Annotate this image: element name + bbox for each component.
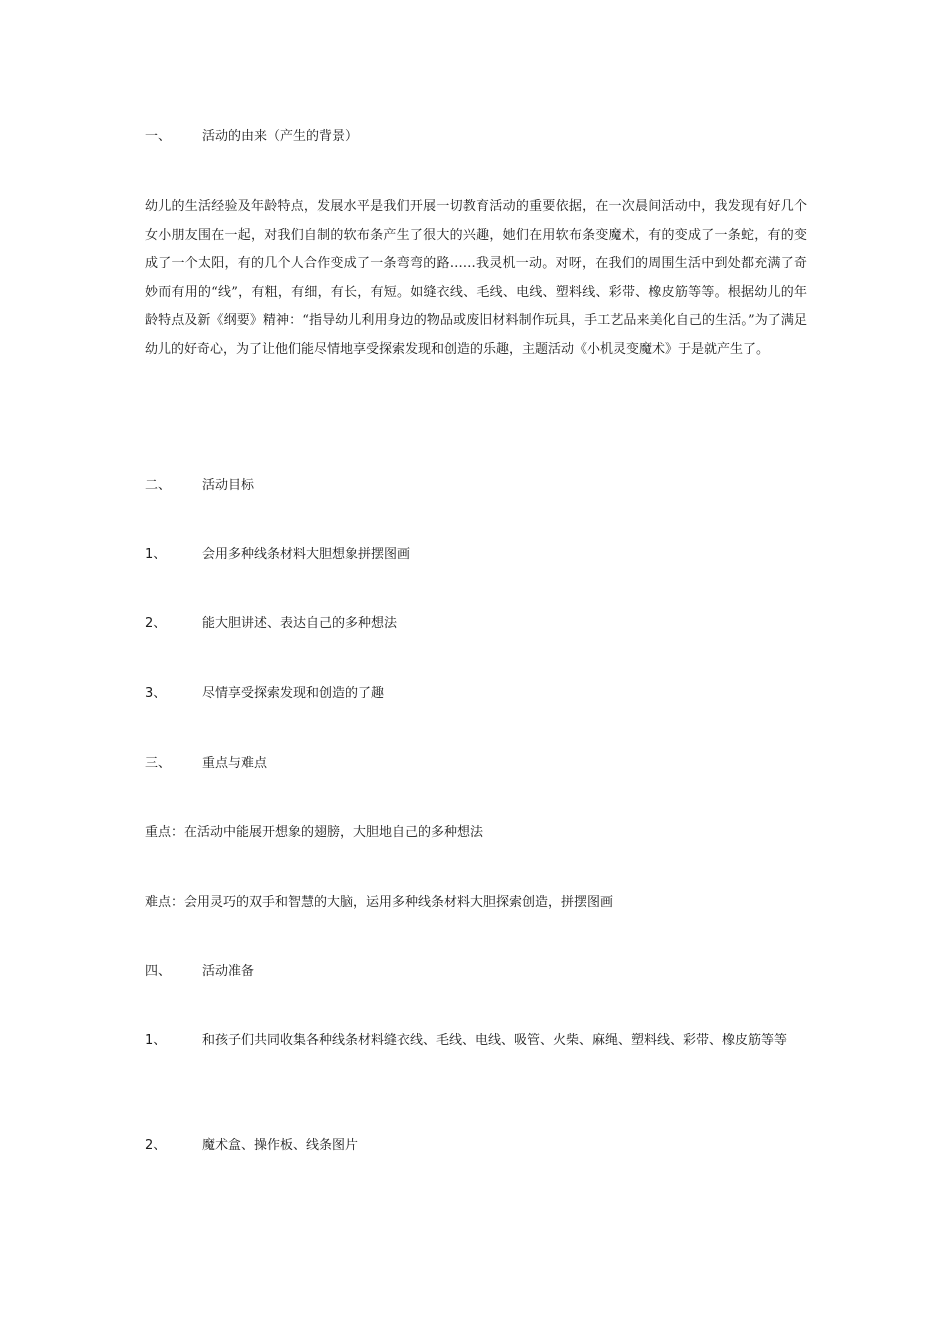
preparation-number: 2、	[145, 1138, 167, 1153]
section-number: 四、	[145, 964, 172, 979]
section-number: 二、	[145, 478, 172, 493]
background-paragraph: 幼儿的生活经验及年龄特点，发展水平是我们开展一切教育活动的重要依据，在一次晨间活动中，我发现有好几个女小朋友围在一起，对我们自制的软布条产生了很大的兴趣，她们在用软布条变魔术，有的变成了一条蛇，有的变成了一个太阳，有的几个人合作变成了一条弯弯的路……我灵机一动。对呀，在我们的周围生活中到处都充满了奇妙而有用的“线”，有粗，有细，有长，有短。如缝衣线、毛线、电线、塑料线、彩带、橡皮筋等等。根据幼儿的年龄特点及新《纲要》精神：“指导幼儿利用身边的物品或废旧材料制作玩具，手工艺品来美化自己的生活。”为了满足幼儿的好奇心，为了让他们能尽情地享受探索发现和创造的乐趣，主题活动《小机灵变魔术》于是就产生了。	[145, 199, 807, 357]
goal-text: 能大胆讲述、表达自己的多种想法	[202, 616, 398, 631]
section-heading-3	[145, 755, 267, 773]
section-number: 三、	[145, 756, 172, 771]
goal-number: 1、	[145, 547, 167, 562]
section-title: 活动目标	[202, 478, 255, 493]
goal-text: 尽情享受探索发现和创造的了趣	[202, 686, 385, 701]
difficulty: 难点：会用灵巧的双手和智慧的大脑，运用多种线条材料大胆探索创造，拼摆图画	[145, 895, 614, 910]
section-heading-4	[145, 963, 254, 981]
goal-number: 3、	[145, 686, 167, 701]
goal-item-2	[145, 615, 397, 633]
goal-text: 会用多种线条材料大胆想象拼摆图画	[202, 547, 411, 562]
goal-item-3	[145, 685, 384, 703]
goal-number: 2、	[145, 616, 167, 631]
section-number: 一、	[145, 129, 172, 144]
goal-item-1	[145, 546, 410, 564]
preparation-item-1	[145, 1026, 807, 1056]
preparation-text: 魔术盒、操作板、线条图片	[202, 1138, 359, 1153]
preparation-item-2	[145, 1137, 358, 1155]
section-heading-1	[145, 128, 358, 146]
section-title: 活动的由来（产生的背景）	[202, 129, 359, 144]
key-point: 重点：在活动中能展开想象的翅膀，大胆地自己的多种想法	[145, 825, 484, 840]
section-title: 重点与难点	[202, 756, 268, 771]
section-title: 活动准备	[202, 964, 255, 979]
preparation-number: 1、	[145, 1033, 167, 1048]
preparation-text: 和孩子们共同收集各种线条材料缝衣线、毛线、电线、吸管、火柴、麻绳、塑料线、彩带、橡皮筋等等	[202, 1033, 788, 1048]
section-heading-2	[145, 477, 254, 495]
